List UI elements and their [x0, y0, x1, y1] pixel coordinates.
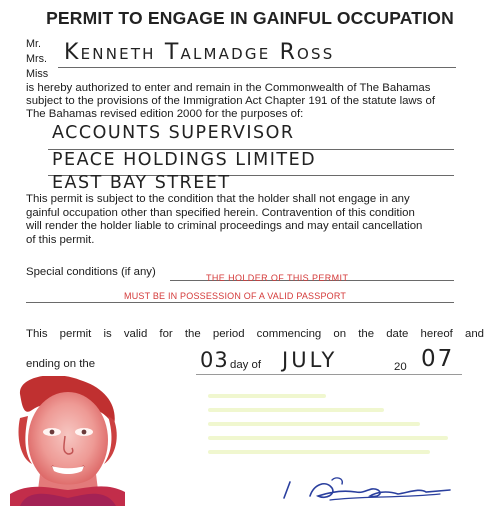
permit-title: PERMIT TO ENGAGE IN GAINFUL OCCUPATION	[46, 8, 454, 28]
faint-text-line-2	[208, 408, 384, 412]
condition-line-3: will render the holder liable to criminal proceedings and may entail cancellation	[26, 220, 423, 232]
special-conditions-rule-2	[26, 302, 454, 303]
purpose-employer: PEACE HOLDINGS LIMITED	[52, 150, 317, 170]
end-month: JULY	[282, 348, 338, 372]
faint-text-line-1	[208, 394, 326, 398]
holder-photo	[10, 376, 125, 506]
stamp-line-2: MUST BE IN POSSESSION OF A VALID PASSPORT	[124, 291, 347, 301]
faint-text-line-5	[208, 450, 430, 454]
purpose-location: EAST BAY STREET	[52, 173, 231, 193]
holder-photo-icon	[10, 376, 125, 506]
authorization-line-1: is hereby authorized to enter and remain in the Commonwealth of The Bahamas	[26, 82, 431, 94]
authorization-text	[26, 82, 488, 121]
year-suffix: 07	[421, 346, 455, 372]
condition-line-4: of this permit.	[26, 233, 95, 246]
holder-name: Kenneth Talmadge Ross	[64, 40, 335, 65]
signature	[270, 474, 460, 504]
validity-text: This permit is valid for the period commencing on the date hereof and	[26, 328, 484, 340]
signature-icon	[270, 474, 460, 504]
special-conditions-label: Special conditions (if any)	[26, 266, 156, 278]
day-of-label: day of	[230, 359, 262, 371]
faint-text-line-4	[208, 436, 448, 440]
authorization-line-2: subject to the provisions of the Immigration Act Chapter 191 of the statute laws of	[26, 95, 436, 107]
date-rule	[196, 374, 462, 375]
condition-line-1: This permit is subject to the condition that the holder shall not engage in any	[26, 193, 410, 205]
salutation-mrs: Mrs.	[26, 53, 47, 65]
faint-text-line-3	[208, 422, 420, 426]
ending-on-label: ending on the	[26, 358, 96, 370]
condition-text	[26, 193, 496, 247]
authorization-line-3: The Bahamas revised edition 2000 for the purposes of:	[26, 108, 304, 120]
purpose-occupation: ACCOUNTS SUPERVISOR	[52, 123, 295, 143]
end-day: 03	[200, 348, 229, 372]
stamp-line-1: THE HOLDER OF THIS PERMIT	[206, 273, 349, 283]
salutation-mr: Mr.	[26, 38, 41, 50]
name-rule	[58, 67, 456, 68]
year-prefix: 20	[394, 361, 407, 373]
salutation-miss: Miss	[26, 68, 49, 80]
condition-line-2: gainful occupation other than specified herein. Contravention of this condition	[26, 206, 415, 219]
